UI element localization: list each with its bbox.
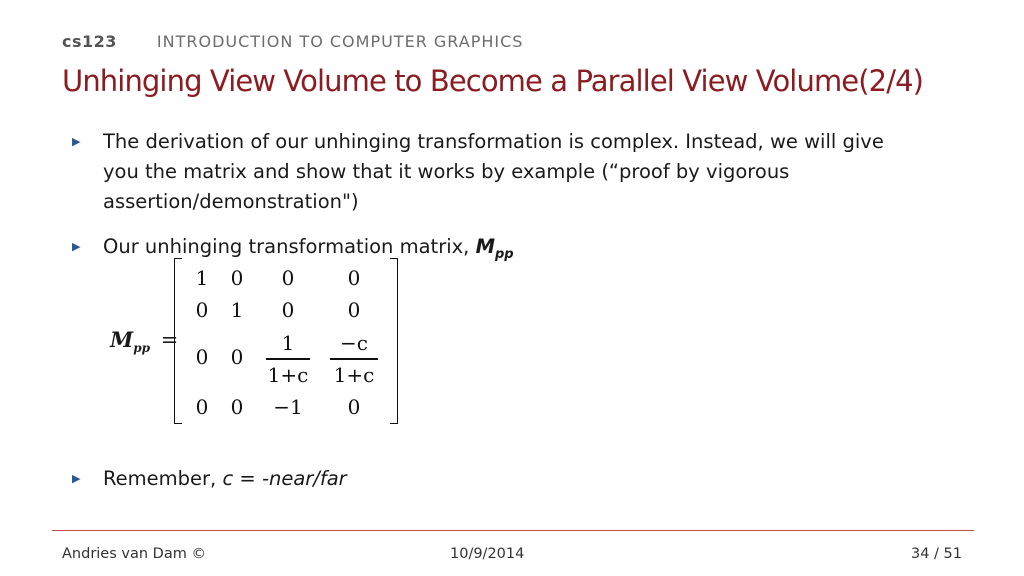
matrix-label-subscript: pp (133, 341, 151, 356)
fraction-bar (330, 358, 378, 360)
matrix-label (110, 327, 178, 355)
matrix-cell: 0 (195, 298, 209, 322)
matrix-cell: 0 (347, 298, 361, 322)
footer-author: Andries van Dam © (62, 546, 206, 562)
bullet-text-lead: Remember, (103, 467, 223, 490)
matrix-cell: 0 (195, 345, 209, 369)
course-code: cs123 (62, 32, 117, 51)
fraction-numerator: 1 (281, 331, 295, 355)
matrix-cell: −1 (273, 395, 303, 419)
matrix-equation (110, 255, 410, 425)
triangle-bullet-icon: ▶ (72, 472, 81, 485)
left-bracket (174, 258, 182, 424)
triangle-bullet-icon: ▶ (72, 135, 81, 148)
matrix-cell: 0 (347, 266, 361, 290)
equals-sign: = (160, 328, 179, 352)
slide-title: Unhinging View Volume to Become a Parallel View Volume(2/4) (62, 64, 924, 98)
matrix-cell: 1 (230, 298, 244, 322)
matrix-subscript: pp (494, 246, 514, 262)
matrix-cell: 0 (281, 298, 295, 322)
near-far-expression: -near/far (261, 467, 347, 490)
footer-divider (52, 530, 974, 531)
matrix-cell: 0 (230, 266, 244, 290)
fraction-denominator: 1+c (267, 363, 309, 387)
triangle-bullet-icon: ▶ (72, 240, 81, 253)
bullet-text-lead: Our unhinging transformation matrix, (103, 235, 476, 258)
course-name: INTRODUCTION TO COMPUTER GRAPHICS (156, 32, 524, 51)
footer-date: 10/9/2014 (450, 546, 525, 562)
fraction-denominator: 1+c (333, 363, 375, 387)
matrix-cell: 0 (281, 266, 295, 290)
matrix-cell: 0 (230, 395, 244, 419)
slide-header (62, 32, 523, 54)
matrix-cell: 0 (230, 345, 244, 369)
footer-page-number: 34 / 51 (910, 546, 962, 562)
matrix-cell: 0 (195, 395, 209, 419)
equals-text: = (233, 467, 262, 490)
bullet-text: The derivation of our unhinging transformation is complex. Instead, we will give you the matrix and show that it works by example (“proof by vigorous assertion/demonstration") (103, 130, 884, 213)
bullet-text (103, 464, 903, 494)
matrix-label-symbol: M (110, 327, 134, 352)
matrix-cell: 0 (347, 395, 361, 419)
variable-c: c (222, 467, 234, 490)
matrix-symbol: M (475, 235, 495, 258)
fraction-numerator: −c (340, 331, 368, 355)
fraction-bar (266, 358, 310, 360)
right-bracket (390, 258, 398, 424)
matrix-cell: 1 (195, 266, 209, 290)
